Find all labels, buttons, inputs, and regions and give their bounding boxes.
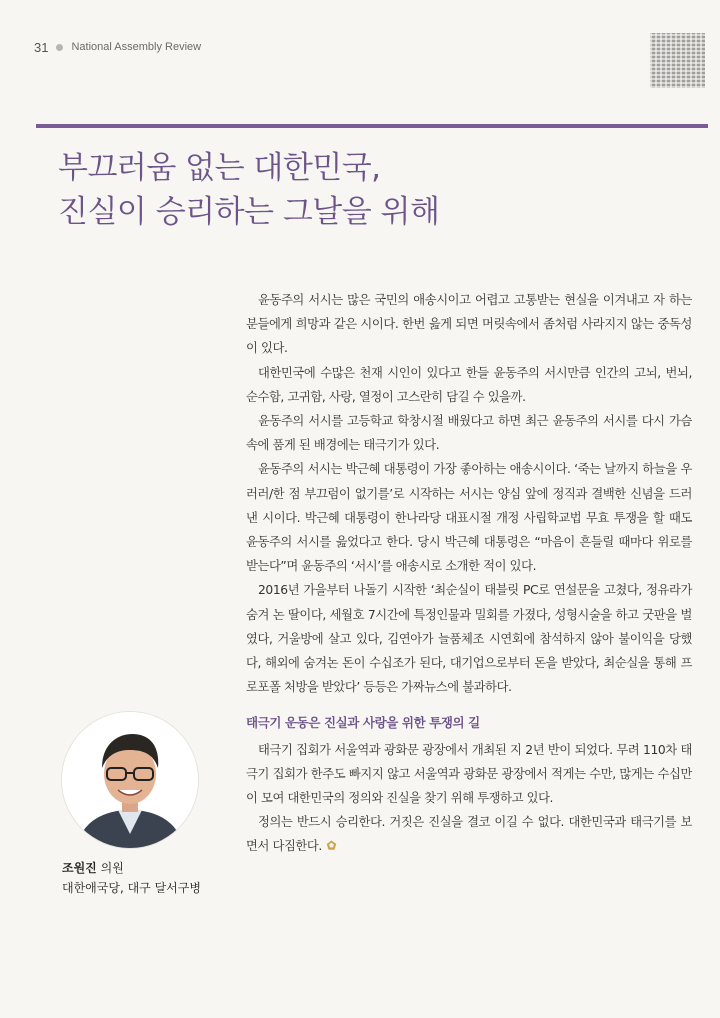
- paragraph-7-text: 정의는 반드시 승리한다. 거짓은 진실을 결코 이길 수 없다. 대한민국과 태극기를 보면서 다짐한다.: [246, 815, 692, 854]
- paragraph-3: 윤동주의 서시를 고등학교 학창시절 배웠다고 하면 최근 윤동주의 서시를 다시 가슴 속에 품게 된 배경에는 태극기가 있다.: [246, 414, 692, 453]
- end-mark-icon: [326, 840, 337, 851]
- author-name-line: [62, 858, 242, 878]
- qr-code-icon: [650, 33, 705, 88]
- title-line-1: 부끄러움 없는 대한민국,: [58, 150, 381, 186]
- paragraph-4: 윤동주의 서시는 박근혜 대통령이 가장 좋아하는 애송시이다. ‘죽는 날까지 하늘을 우러러/한 점 부끄럼이 없기를’로 시작하는 서시는 양심 앞에 정직과 결백한 신념을 드러낸 시이다. 박근혜 대통령이 한나라당 대표시절 개정 사립학교법 무효 투쟁을 할 때도 윤동주의 서시를 읊었다고 한다. 당시 박근혜 대통령은 “마음이 흔들릴 때마다 위로를 받는다”며 윤동주의 ‘서시’를 애송시로 소개한 적이 있다.: [246, 462, 692, 574]
- author-affiliation: 대한애국당, 대구 달서구병: [62, 881, 201, 895]
- section-subheading: 태극기 운동은 진실과 사랑을 위한 투쟁의 길: [246, 715, 480, 731]
- article-title: [58, 146, 678, 234]
- paragraph-7: [246, 810, 692, 858]
- paragraph-6: 태극기 집회가 서울역과 광화문 광장에서 개최된 지 2년 반이 되었다. 무려 110차 태극기 집회가 한주도 빠지지 않고 서울역과 광화문 광장에서 적게는 수만, 많게는 수십만이 모여 대한민국의 정의와 진실을 찾기 위해 투쟁하고 있다.: [246, 742, 692, 806]
- author-photo-icon: [62, 712, 198, 848]
- publication-name: National Assembly Review: [71, 41, 202, 53]
- page-number: 31: [34, 39, 49, 55]
- author-title: 의원: [100, 861, 124, 875]
- paragraph-2: 대한민국에 수많은 천재 시인이 있다고 한들 윤동주의 서시만큼 인간의 고뇌, 번뇌, 순수함, 고귀함, 사랑, 열정이 고스란히 담길 수 있을까.: [246, 365, 692, 404]
- author-portrait: [62, 712, 198, 848]
- paragraph-1: 윤동주의 서시는 많은 국민의 애송시이고 어렵고 고통받는 현실을 이겨내고 자 하는 분들에게 희망과 같은 시이다. 한번 읊게 되면 머릿속에서 좀처럼 사라지지 않는 중독성이 있다.: [246, 293, 692, 356]
- paragraph-5: 2016년 가을부터 나돌기 시작한 ‘최순실이 태블릿 PC로 연설문을 고쳤다, 정유라가 숨겨 논 딸이다, 세월호 7시간에 특정인물과 밀회를 가졌다, 성형시술을 하고 굿판을 벌였다, 거울방에 살고 있다, 김연아가 늘품체조 시연회에 참석하지 않아 불이익을 당했다, 해외에 숨겨논 돈이 수십조가 된다, 대기업으로부터 돈을 받았다, 최순실을 통해 프로포폴 처방을 받았다’ 등등은 가짜뉴스에 불과하다.: [246, 583, 692, 695]
- running-header: [34, 38, 201, 56]
- title-line-2: 진실이 승리하는 그날을 위해: [58, 194, 440, 230]
- bullet-dot-icon: [56, 44, 63, 51]
- article-body: [246, 288, 692, 859]
- author-name: 조원진: [62, 861, 97, 875]
- title-divider: [36, 124, 708, 128]
- author-info: [62, 858, 242, 898]
